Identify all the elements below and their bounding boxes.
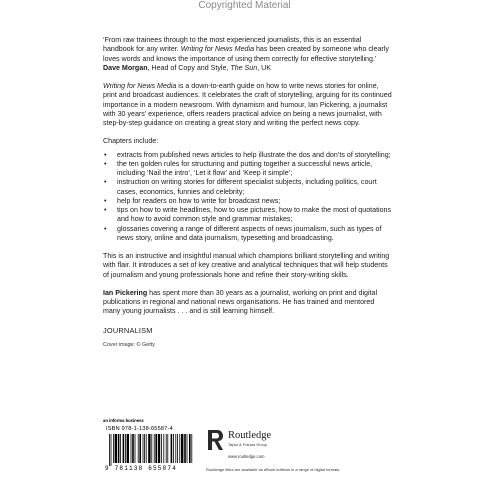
chapter-item: • help for readers on how to write for broadcast news;	[103, 197, 393, 206]
barcode-bar	[154, 434, 155, 463]
barcode-bar	[138, 434, 139, 463]
intro-book-title: Writing for News Media	[103, 82, 177, 90]
publisher-logo	[206, 428, 296, 464]
bio-name: Ian Pickering	[103, 288, 148, 297]
barcode-bar	[189, 434, 191, 463]
barcode-bar	[179, 434, 180, 463]
intro-paragraph	[103, 82, 393, 128]
barcode-bar	[163, 434, 164, 463]
barcode-bar	[191, 434, 192, 463]
chapter-item: • extracts from published news articles to help illustrate the dos and don’ts of storytelling;	[103, 151, 393, 160]
barcode-bar	[167, 434, 168, 463]
barcode-bar	[125, 434, 126, 463]
routledge-r-icon	[206, 428, 226, 452]
chapter-item: • glossaries covering a range of different aspects of news journalism, such as types of news story, online and data journalism, typesetting and broadcasting.	[103, 225, 393, 244]
watermark: Copyrighted Material	[198, 0, 291, 11]
author-bio	[103, 289, 393, 317]
quote-post: has been created by someone who clearly loves words and knows the importance of using them correctly for effective storytelling.’	[103, 45, 389, 63]
quote-pre: ‘From raw trainees through to the most experienced journalists, this is an essential handbook for any writer.	[103, 36, 362, 54]
barcode-bar	[111, 434, 112, 466]
intro-text: is a down-to-earth guide on how to write news stories for online, print and broadcast audiences. It celebrates the craft of storytelling, arguing for its continued importance in a modern newsroom. With dynamism and humour, Ian Pickering, a journalist with 30 years’ experience, offers readers practical advice on being a news journalist, with step-by-step guidance on creating a great story and writing the perfect news copy.	[103, 82, 392, 127]
barcode-bar	[187, 434, 188, 463]
quote-country: , UK	[257, 63, 271, 72]
barcode-bar	[118, 434, 120, 463]
barcode-block	[103, 424, 199, 474]
chapters-list	[103, 151, 393, 244]
barcode-bar	[161, 434, 162, 463]
barcode-bar	[158, 434, 160, 463]
isbn-text: ISBN 978-1-138-65587-4	[106, 426, 173, 432]
barcode-bar	[132, 434, 134, 463]
bio-text: has spent more than 30 years as a journalist, working on print and digital publications in regional and national news organisations. He has trained and mentored many young journalists . . . and is still learning himself.	[103, 288, 378, 316]
barcode-bar	[146, 434, 147, 463]
quote-author: Dave Morgan	[103, 63, 148, 72]
barcode-bar	[113, 434, 114, 463]
barcode-bar	[175, 434, 176, 463]
barcode-bar	[171, 434, 173, 463]
publisher-name: Routledge	[228, 430, 272, 441]
ebook-note: Routledge titles are available as eBook editions in a range of digital formats	[206, 467, 340, 472]
barcode-bar	[148, 434, 150, 463]
cover-credit: Cover image: © Getty	[103, 341, 155, 348]
barcode-bar	[143, 434, 144, 463]
barcode-number: 9 781138 655874	[105, 465, 178, 472]
chapters-heading: Chapters include:	[103, 137, 159, 146]
summary-paragraph: This is an instructive and insightful manual which champions brilliant storytelling and writing with flair. It introduces a set of key creative and analytical techniques that will help students of journalism and young professionals hone and refine their story-writing skills.	[103, 252, 390, 279]
publisher-group: Taylor & Francis Group	[228, 443, 267, 447]
barcode-bar	[144, 434, 145, 463]
barcode-bar	[135, 434, 136, 463]
barcode-bar	[184, 434, 186, 463]
chapter-item: • the ten golden rules for structuring and putting together a successful news article, including ‘Nail the intro’, ‘Let it flow’ and ‘Keep it simple’;	[103, 160, 393, 179]
publisher-url: www.routledge.com	[228, 454, 265, 459]
barcode-bar	[166, 434, 167, 463]
informa-label: an informa business	[103, 418, 144, 423]
barcode-bar	[131, 434, 132, 463]
barcode-bar	[155, 434, 157, 463]
back-cover-text	[103, 36, 393, 361]
barcode-bar	[109, 434, 110, 466]
quote-attribution	[103, 64, 393, 73]
chapter-item: • instruction on writing stories for different specialist subjects, including politics, court cases, economics, funnies and celebrity;	[103, 178, 393, 197]
barcode-bar	[123, 434, 125, 463]
barcode-bar	[120, 434, 121, 463]
barcode-bar	[173, 434, 174, 463]
chapter-item: • tips on how to write headlines, how to use pictures, how to make the most of quotations and how to avoid common style and grammar mistakes;	[103, 206, 393, 225]
barcode-bar	[181, 434, 183, 463]
barcode-bar	[151, 434, 152, 463]
barcode-bar	[177, 434, 178, 463]
quote-role: , Head of Copy and Style,	[147, 63, 231, 72]
barcode-bar	[115, 434, 117, 463]
review-quote	[103, 36, 393, 64]
barcode-image	[109, 434, 193, 466]
barcode-bar	[127, 434, 129, 463]
barcode-bar	[139, 434, 141, 463]
subject-category: JOURNALISM	[103, 325, 153, 335]
quote-book-title: Writing for News Media	[180, 45, 255, 54]
quote-paper: The Sun	[230, 63, 258, 72]
